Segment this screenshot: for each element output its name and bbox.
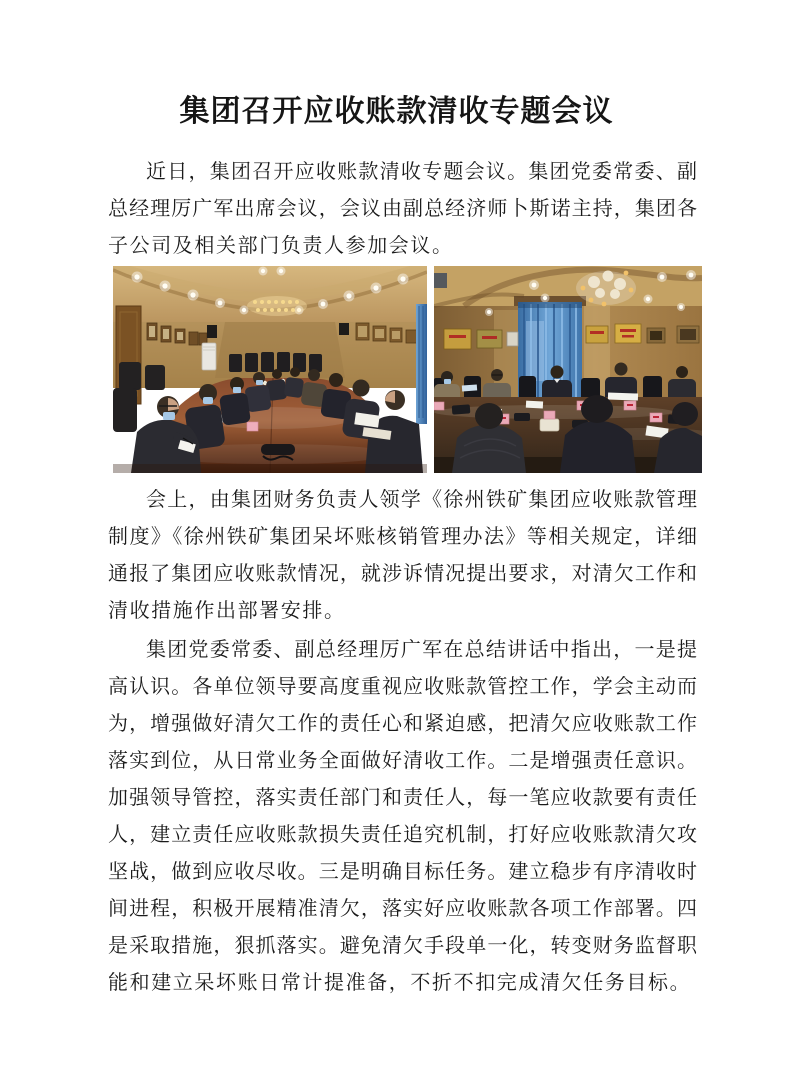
- meeting-photo-left: [113, 266, 427, 473]
- paragraph-1: [108, 154, 698, 265]
- meeting-room-wide-photo: [113, 266, 427, 473]
- text-line: 坚战，做到应收尽收。三是明确目标任务。建立稳步有序清收时: [108, 861, 698, 883]
- text-line: 人，建立责任应收账款损失责任追究机制，打好应收账款清欠攻: [108, 824, 698, 846]
- text-line: 子公司及相关部门负责人参加会议。: [108, 235, 454, 257]
- text-line: 总经理厉广军出席会议，会议由副总经济师卜斯诺主持，集团各: [108, 198, 698, 220]
- text-line: 高认识。各单位领导要高度重视应收账款管控工作，学会主动而: [108, 676, 698, 698]
- paragraph-3: [108, 632, 698, 1002]
- text-line: 落实到位，从日常业务全面做好清收工作。二是增强责任意识。: [108, 750, 698, 772]
- text-line: 间进程，积极开展精准清欠，落实好应收账款各项工作部署。四: [108, 898, 698, 920]
- text-line: 清收措施作出部署安排。: [108, 600, 346, 622]
- text-line: 通报了集团应收账款情况，就涉诉情况提出要求，对清欠工作和: [108, 563, 698, 585]
- meeting-room-close-photo: [434, 266, 702, 473]
- article-title: 集团召开应收账款清收专题会议: [179, 95, 614, 128]
- text-line: 近日，集团召开应收账款清收专题会议。集团党委常委、副: [146, 161, 698, 183]
- text-line: 制度》《徐州铁矿集团呆坏账核销管理办法》等相关规定，详细: [108, 526, 698, 548]
- text-line: 会上，由集团财务负责人领学《徐州铁矿集团应收账款管理: [146, 489, 698, 511]
- photo-row: [113, 266, 702, 473]
- text-line: 加强领导管控，落实责任部门和责任人，每一笔应收款要有责任: [108, 787, 698, 809]
- text-line: 集团党委常委、副总经理厉广军在总结讲话中指出，一是提: [146, 639, 698, 661]
- text-line: 为，增强做好清欠工作的责任心和紧迫感，把清欠应收账款工作: [108, 713, 698, 735]
- text-line: 能和建立呆坏账日常计提准备，不折不扣完成清欠任务目标。: [108, 972, 692, 994]
- text-line: 是采取措施，狠抓落实。避免清欠手段单一化，转变财务监督职: [108, 935, 698, 957]
- meeting-photo-right: [434, 266, 702, 473]
- paragraph-2: [108, 482, 698, 630]
